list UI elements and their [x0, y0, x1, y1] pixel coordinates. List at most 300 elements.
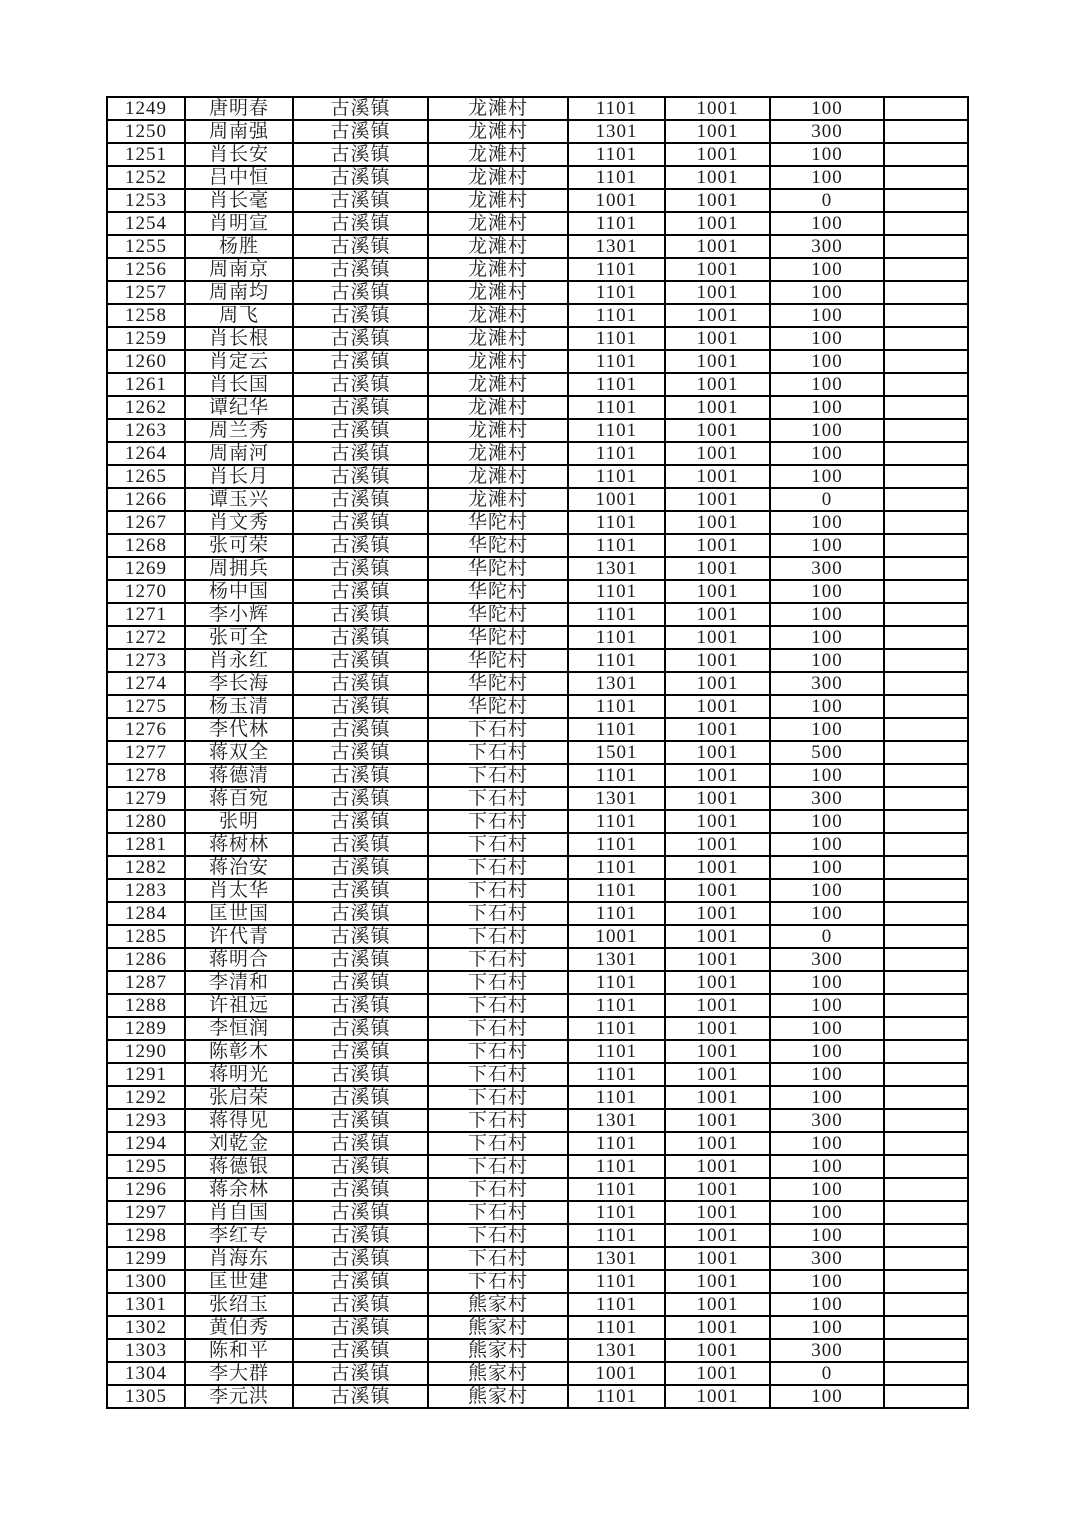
cell-code-a: 1101	[568, 1063, 665, 1086]
cell-row-number: 1270	[107, 580, 185, 603]
cell-blank	[884, 396, 968, 419]
cell-person-name: 杨中国	[185, 580, 293, 603]
cell-village: 熊家村	[428, 1385, 568, 1408]
cell-code-b: 1001	[665, 1224, 770, 1247]
cell-row-number: 1278	[107, 764, 185, 787]
cell-blank	[884, 994, 968, 1017]
table-row	[107, 1109, 968, 1132]
cell-code-a: 1101	[568, 327, 665, 350]
cell-amount: 100	[770, 695, 884, 718]
cell-village: 龙滩村	[428, 327, 568, 350]
cell-person-name: 蒋明光	[185, 1063, 293, 1086]
cell-amount: 100	[770, 718, 884, 741]
cell-blank	[884, 580, 968, 603]
cell-blank	[884, 971, 968, 994]
cell-code-b: 1001	[665, 1086, 770, 1109]
cell-village: 下石村	[428, 764, 568, 787]
cell-town: 古溪镇	[293, 488, 428, 511]
cell-village: 华陀村	[428, 695, 568, 718]
table-row	[107, 442, 968, 465]
cell-blank	[884, 166, 968, 189]
cell-code-b: 1001	[665, 258, 770, 281]
cell-blank	[884, 1017, 968, 1040]
cell-village: 华陀村	[428, 672, 568, 695]
cell-village: 华陀村	[428, 649, 568, 672]
cell-town: 古溪镇	[293, 419, 428, 442]
cell-row-number: 1259	[107, 327, 185, 350]
cell-town: 古溪镇	[293, 1132, 428, 1155]
cell-person-name: 李元洪	[185, 1385, 293, 1408]
cell-code-b: 1001	[665, 1201, 770, 1224]
cell-village: 下石村	[428, 994, 568, 1017]
cell-row-number: 1291	[107, 1063, 185, 1086]
cell-village: 熊家村	[428, 1293, 568, 1316]
cell-town: 古溪镇	[293, 1086, 428, 1109]
cell-person-name: 许祖远	[185, 994, 293, 1017]
cell-row-number: 1286	[107, 948, 185, 971]
cell-blank	[884, 281, 968, 304]
cell-town: 古溪镇	[293, 626, 428, 649]
cell-village: 下石村	[428, 1155, 568, 1178]
cell-code-b: 1001	[665, 856, 770, 879]
cell-row-number: 1281	[107, 833, 185, 856]
cell-code-b: 1001	[665, 235, 770, 258]
table-row	[107, 465, 968, 488]
cell-code-b: 1001	[665, 419, 770, 442]
table-row	[107, 1201, 968, 1224]
cell-town: 古溪镇	[293, 718, 428, 741]
cell-row-number: 1295	[107, 1155, 185, 1178]
cell-row-number: 1293	[107, 1109, 185, 1132]
cell-town: 古溪镇	[293, 879, 428, 902]
cell-town: 古溪镇	[293, 166, 428, 189]
cell-town: 古溪镇	[293, 672, 428, 695]
cell-blank	[884, 1155, 968, 1178]
cell-person-name: 张可全	[185, 626, 293, 649]
cell-code-b: 1001	[665, 396, 770, 419]
cell-person-name: 周拥兵	[185, 557, 293, 580]
cell-row-number: 1276	[107, 718, 185, 741]
cell-village: 龙滩村	[428, 97, 568, 120]
cell-person-name: 周南河	[185, 442, 293, 465]
cell-code-b: 1001	[665, 350, 770, 373]
cell-code-a: 1101	[568, 143, 665, 166]
cell-person-name: 黄伯秀	[185, 1316, 293, 1339]
cell-person-name: 匡世国	[185, 902, 293, 925]
cell-person-name: 肖长根	[185, 327, 293, 350]
cell-village: 华陀村	[428, 557, 568, 580]
cell-town: 古溪镇	[293, 120, 428, 143]
table-row	[107, 971, 968, 994]
cell-amount: 100	[770, 97, 884, 120]
cell-blank	[884, 1339, 968, 1362]
table-row	[107, 97, 968, 120]
cell-village: 龙滩村	[428, 465, 568, 488]
table-row	[107, 396, 968, 419]
cell-town: 古溪镇	[293, 327, 428, 350]
cell-blank	[884, 1224, 968, 1247]
cell-person-name: 肖自国	[185, 1201, 293, 1224]
cell-code-a: 1301	[568, 235, 665, 258]
cell-village: 龙滩村	[428, 488, 568, 511]
cell-code-a: 1101	[568, 97, 665, 120]
cell-blank	[884, 419, 968, 442]
cell-row-number: 1267	[107, 511, 185, 534]
table-row	[107, 902, 968, 925]
cell-code-b: 1001	[665, 649, 770, 672]
cell-row-number: 1258	[107, 304, 185, 327]
cell-blank	[884, 1086, 968, 1109]
cell-amount: 100	[770, 1385, 884, 1408]
cell-row-number: 1304	[107, 1362, 185, 1385]
table-row	[107, 166, 968, 189]
cell-row-number: 1272	[107, 626, 185, 649]
cell-code-a: 1101	[568, 1201, 665, 1224]
cell-amount: 100	[770, 994, 884, 1017]
cell-amount: 300	[770, 235, 884, 258]
cell-row-number: 1298	[107, 1224, 185, 1247]
table-row	[107, 695, 968, 718]
cell-blank	[884, 488, 968, 511]
table-row	[107, 1178, 968, 1201]
cell-person-name: 刘乾金	[185, 1132, 293, 1155]
cell-code-a: 1101	[568, 879, 665, 902]
cell-town: 古溪镇	[293, 948, 428, 971]
table-row	[107, 718, 968, 741]
cell-village: 下石村	[428, 1247, 568, 1270]
cell-town: 古溪镇	[293, 1063, 428, 1086]
cell-blank	[884, 925, 968, 948]
cell-row-number: 1262	[107, 396, 185, 419]
cell-row-number: 1285	[107, 925, 185, 948]
cell-code-b: 1001	[665, 1270, 770, 1293]
cell-person-name: 周飞	[185, 304, 293, 327]
cell-code-a: 1101	[568, 580, 665, 603]
cell-row-number: 1250	[107, 120, 185, 143]
cell-code-a: 1101	[568, 1224, 665, 1247]
cell-code-a: 1101	[568, 1017, 665, 1040]
cell-code-b: 1001	[665, 902, 770, 925]
cell-village: 龙滩村	[428, 419, 568, 442]
cell-row-number: 1279	[107, 787, 185, 810]
cell-person-name: 唐明春	[185, 97, 293, 120]
cell-amount: 100	[770, 304, 884, 327]
cell-code-b: 1001	[665, 212, 770, 235]
cell-blank	[884, 373, 968, 396]
cell-code-b: 1001	[665, 1063, 770, 1086]
table-row	[107, 143, 968, 166]
cell-blank	[884, 1293, 968, 1316]
cell-town: 古溪镇	[293, 212, 428, 235]
cell-village: 龙滩村	[428, 120, 568, 143]
cell-town: 古溪镇	[293, 603, 428, 626]
cell-blank	[884, 1362, 968, 1385]
cell-blank	[884, 603, 968, 626]
table-row	[107, 534, 968, 557]
cell-person-name: 吕中恒	[185, 166, 293, 189]
cell-code-a: 1101	[568, 1293, 665, 1316]
cell-code-a: 1101	[568, 1040, 665, 1063]
cell-code-b: 1001	[665, 1362, 770, 1385]
cell-person-name: 李长海	[185, 672, 293, 695]
cell-amount: 100	[770, 419, 884, 442]
cell-amount: 0	[770, 189, 884, 212]
table-row	[107, 948, 968, 971]
cell-village: 华陀村	[428, 603, 568, 626]
cell-amount: 100	[770, 143, 884, 166]
cell-amount: 300	[770, 557, 884, 580]
cell-town: 古溪镇	[293, 143, 428, 166]
cell-code-a: 1301	[568, 948, 665, 971]
table-row	[107, 304, 968, 327]
table-row	[107, 1247, 968, 1270]
cell-person-name: 蒋树林	[185, 833, 293, 856]
cell-code-a: 1101	[568, 626, 665, 649]
cell-town: 古溪镇	[293, 350, 428, 373]
cell-amount: 300	[770, 120, 884, 143]
cell-person-name: 肖长国	[185, 373, 293, 396]
cell-village: 熊家村	[428, 1362, 568, 1385]
cell-amount: 100	[770, 373, 884, 396]
cell-code-a: 1101	[568, 373, 665, 396]
cell-code-a: 1301	[568, 120, 665, 143]
cell-village: 下石村	[428, 1063, 568, 1086]
cell-village: 下石村	[428, 971, 568, 994]
cell-code-a: 1101	[568, 304, 665, 327]
cell-code-b: 1001	[665, 304, 770, 327]
cell-row-number: 1303	[107, 1339, 185, 1362]
cell-code-a: 1001	[568, 189, 665, 212]
table-row	[107, 557, 968, 580]
cell-blank	[884, 810, 968, 833]
cell-code-b: 1001	[665, 189, 770, 212]
table-row	[107, 994, 968, 1017]
cell-amount: 100	[770, 281, 884, 304]
cell-row-number: 1289	[107, 1017, 185, 1040]
cell-code-b: 1001	[665, 1155, 770, 1178]
cell-amount: 300	[770, 1247, 884, 1270]
cell-code-a: 1101	[568, 1086, 665, 1109]
cell-town: 古溪镇	[293, 764, 428, 787]
cell-town: 古溪镇	[293, 1293, 428, 1316]
cell-village: 下石村	[428, 741, 568, 764]
cell-town: 古溪镇	[293, 1362, 428, 1385]
cell-amount: 300	[770, 672, 884, 695]
cell-code-a: 1101	[568, 833, 665, 856]
cell-code-a: 1301	[568, 1247, 665, 1270]
cell-village: 下石村	[428, 856, 568, 879]
cell-blank	[884, 1040, 968, 1063]
cell-blank	[884, 189, 968, 212]
cell-code-b: 1001	[665, 166, 770, 189]
cell-village: 下石村	[428, 1017, 568, 1040]
table-row	[107, 1293, 968, 1316]
table-row	[107, 1017, 968, 1040]
cell-row-number: 1275	[107, 695, 185, 718]
cell-amount: 100	[770, 442, 884, 465]
cell-code-a: 1301	[568, 1109, 665, 1132]
cell-blank	[884, 741, 968, 764]
cell-blank	[884, 856, 968, 879]
cell-person-name: 李小辉	[185, 603, 293, 626]
cell-person-name: 谭玉兴	[185, 488, 293, 511]
table-row	[107, 856, 968, 879]
cell-town: 古溪镇	[293, 925, 428, 948]
cell-town: 古溪镇	[293, 1224, 428, 1247]
cell-code-a: 1101	[568, 1178, 665, 1201]
cell-amount: 100	[770, 258, 884, 281]
cell-town: 古溪镇	[293, 695, 428, 718]
table-row	[107, 1063, 968, 1086]
cell-blank	[884, 1385, 968, 1408]
cell-person-name: 肖长安	[185, 143, 293, 166]
cell-village: 龙滩村	[428, 373, 568, 396]
table-row	[107, 1132, 968, 1155]
cell-code-a: 1101	[568, 649, 665, 672]
table-row	[107, 189, 968, 212]
cell-code-b: 1001	[665, 1132, 770, 1155]
table-row	[107, 120, 968, 143]
cell-amount: 100	[770, 580, 884, 603]
cell-village: 下石村	[428, 902, 568, 925]
cell-amount: 100	[770, 1178, 884, 1201]
cell-town: 古溪镇	[293, 1270, 428, 1293]
cell-person-name: 肖海东	[185, 1247, 293, 1270]
cell-town: 古溪镇	[293, 1109, 428, 1132]
cell-amount: 0	[770, 925, 884, 948]
cell-village: 下石村	[428, 1109, 568, 1132]
cell-code-a: 1301	[568, 787, 665, 810]
cell-person-name: 李恒润	[185, 1017, 293, 1040]
cell-amount: 100	[770, 810, 884, 833]
cell-village: 华陀村	[428, 626, 568, 649]
cell-amount: 300	[770, 948, 884, 971]
cell-amount: 100	[770, 649, 884, 672]
cell-town: 古溪镇	[293, 1316, 428, 1339]
cell-amount: 100	[770, 603, 884, 626]
cell-blank	[884, 626, 968, 649]
cell-code-b: 1001	[665, 557, 770, 580]
cell-town: 古溪镇	[293, 465, 428, 488]
cell-row-number: 1301	[107, 1293, 185, 1316]
cell-code-a: 1101	[568, 465, 665, 488]
cell-village: 下石村	[428, 879, 568, 902]
cell-blank	[884, 212, 968, 235]
cell-village: 华陀村	[428, 580, 568, 603]
cell-village: 下石村	[428, 1224, 568, 1247]
cell-row-number: 1302	[107, 1316, 185, 1339]
cell-row-number: 1269	[107, 557, 185, 580]
cell-town: 古溪镇	[293, 1017, 428, 1040]
cell-row-number: 1256	[107, 258, 185, 281]
cell-code-a: 1101	[568, 442, 665, 465]
cell-amount: 0	[770, 1362, 884, 1385]
cell-code-a: 1001	[568, 1362, 665, 1385]
cell-blank	[884, 534, 968, 557]
cell-code-b: 1001	[665, 971, 770, 994]
cell-village: 龙滩村	[428, 304, 568, 327]
table-row	[107, 580, 968, 603]
cell-row-number: 1264	[107, 442, 185, 465]
cell-town: 古溪镇	[293, 994, 428, 1017]
cell-village: 华陀村	[428, 511, 568, 534]
cell-row-number: 1261	[107, 373, 185, 396]
cell-code-b: 1001	[665, 580, 770, 603]
cell-blank	[884, 1247, 968, 1270]
cell-amount: 100	[770, 833, 884, 856]
cell-village: 华陀村	[428, 534, 568, 557]
cell-person-name: 匡世建	[185, 1270, 293, 1293]
table-row	[107, 626, 968, 649]
cell-village: 龙滩村	[428, 235, 568, 258]
cell-person-name: 李红专	[185, 1224, 293, 1247]
cell-amount: 100	[770, 350, 884, 373]
cell-blank	[884, 465, 968, 488]
cell-village: 熊家村	[428, 1316, 568, 1339]
cell-blank	[884, 649, 968, 672]
table-row	[107, 1155, 968, 1178]
cell-amount: 100	[770, 511, 884, 534]
cell-code-b: 1001	[665, 442, 770, 465]
cell-town: 古溪镇	[293, 97, 428, 120]
cell-town: 古溪镇	[293, 787, 428, 810]
cell-row-number: 1249	[107, 97, 185, 120]
roster-table-body	[107, 97, 968, 1408]
cell-blank	[884, 695, 968, 718]
cell-person-name: 李大群	[185, 1362, 293, 1385]
cell-code-a: 1101	[568, 419, 665, 442]
cell-person-name: 陈和平	[185, 1339, 293, 1362]
cell-town: 古溪镇	[293, 304, 428, 327]
cell-code-a: 1301	[568, 672, 665, 695]
cell-person-name: 周南强	[185, 120, 293, 143]
cell-code-a: 1001	[568, 488, 665, 511]
cell-code-b: 1001	[665, 994, 770, 1017]
table-row	[107, 1385, 968, 1408]
cell-row-number: 1297	[107, 1201, 185, 1224]
table-row	[107, 764, 968, 787]
cell-code-a: 1501	[568, 741, 665, 764]
cell-town: 古溪镇	[293, 1040, 428, 1063]
cell-town: 古溪镇	[293, 396, 428, 419]
cell-village: 熊家村	[428, 1339, 568, 1362]
cell-village: 龙滩村	[428, 189, 568, 212]
cell-town: 古溪镇	[293, 833, 428, 856]
cell-town: 古溪镇	[293, 1385, 428, 1408]
cell-amount: 300	[770, 787, 884, 810]
cell-village: 龙滩村	[428, 350, 568, 373]
cell-row-number: 1271	[107, 603, 185, 626]
cell-row-number: 1283	[107, 879, 185, 902]
cell-code-b: 1001	[665, 925, 770, 948]
cell-code-a: 1101	[568, 212, 665, 235]
cell-amount: 100	[770, 1017, 884, 1040]
cell-code-a: 1101	[568, 810, 665, 833]
cell-person-name: 张启荣	[185, 1086, 293, 1109]
cell-village: 龙滩村	[428, 396, 568, 419]
cell-amount: 100	[770, 902, 884, 925]
cell-person-name: 陈彰木	[185, 1040, 293, 1063]
cell-code-a: 1101	[568, 1132, 665, 1155]
cell-row-number: 1280	[107, 810, 185, 833]
cell-amount: 100	[770, 1293, 884, 1316]
cell-blank	[884, 511, 968, 534]
cell-amount: 500	[770, 741, 884, 764]
table-row	[107, 1362, 968, 1385]
table-row	[107, 925, 968, 948]
table-row	[107, 235, 968, 258]
cell-blank	[884, 833, 968, 856]
